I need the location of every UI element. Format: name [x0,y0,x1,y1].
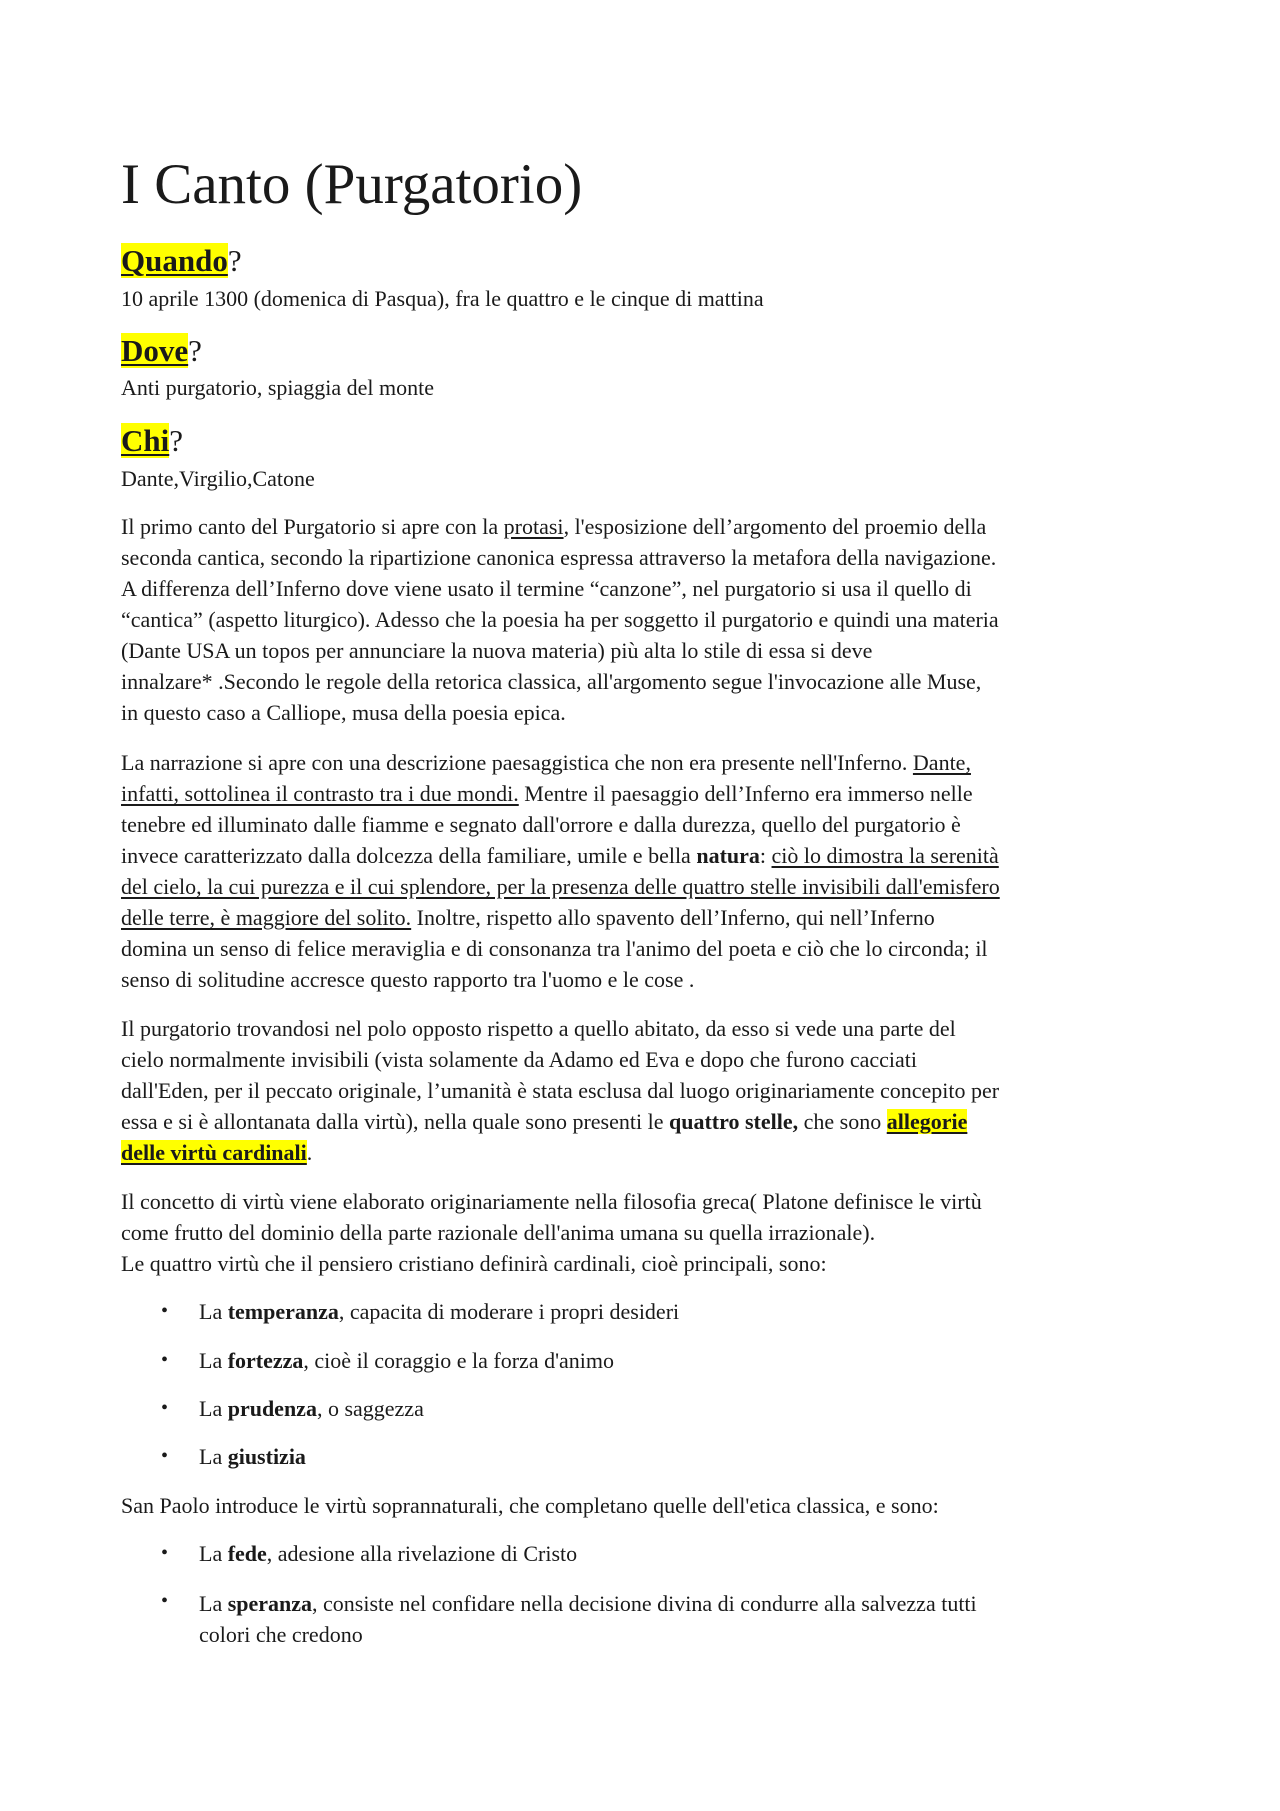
heading-chi-label: Chi [121,423,170,458]
quando-answer: 10 aprile 1300 (domenica di Pasqua), fra le quattro e le cinque di mattina [121,286,764,311]
virtue-term: giustizia [227,1444,306,1469]
text-run: La [199,1396,228,1421]
bullet-icon: • [161,1445,169,1467]
paragraph-line: A differenza dell’Inferno dove viene usato il termine “canzone”, nel purgatorio si usa il quello di [121,576,972,601]
paragraph-line: domina un senso di felice meraviglia e di consonanza tra l'animo del poeta e ciò che lo circonda; il [121,936,988,961]
underlined-run: delle terre, è maggiore del solito. [121,905,412,930]
text-run: La [199,1541,228,1566]
list-item-text [199,1538,577,1569]
text-run: che sono [798,1109,887,1134]
paragraph-line: senso di solitudine accresce questo rapporto tra l'uomo e le cose . [121,967,695,992]
text-run: invece caratterizzato dalla dolcezza della familiare, umile e bella [121,843,697,868]
paragraph-line [121,778,973,809]
paragraph-line [121,747,971,778]
heading-dove [121,331,202,371]
heading-dove-label: Dove [121,333,189,368]
document-title: I Canto (Purgatorio) [121,153,583,216]
text-run: : [759,843,772,868]
list-item-text [199,1588,977,1619]
virtue-term: prudenza [227,1396,317,1421]
bullet-icon: • [161,1590,169,1612]
text-run: La [199,1348,228,1373]
highlighted-run: delle virtù cardinali [121,1140,307,1165]
paragraph-line: (Dante USA un topos per annunciare la nuova materia) più alta lo stile di essa si deve [121,638,873,663]
text-run: , consiste nel confidare nella decisione divina di condurre alla salvezza tutti [312,1591,977,1616]
heading-dove-mark: ? [188,333,202,368]
text-run: Il primo canto del Purgatorio si apre con la [121,514,504,539]
text-run: Mentre il paesaggio dell’Inferno era immerso nelle [518,781,973,806]
underlined-run: Dante, [912,750,971,775]
text-run: , l'esposizione dell’argomento del proemio della [563,514,987,539]
paragraph-san-paolo: San Paolo introduce le virtù soprannaturali, che completano quelle dell'etica classica, e sono: [121,1493,939,1518]
bullet-icon: • [161,1397,169,1419]
text-run: La narrazione si apre con una descrizione paesaggistica che non era presente nell'Inferno. [121,750,913,775]
paragraph-line [121,902,935,933]
paragraph-line: come frutto del dominio della parte razionale dell'anima umana su quella irrazionale). [121,1220,876,1245]
bullet-icon: • [161,1349,169,1371]
text-run: . [306,1140,313,1165]
highlighted-run: allegorie [886,1109,968,1134]
paragraph-line: Il concetto di virtù viene elaborato originariamente nella filosofia greca( Platone definisce le virtù [121,1189,982,1214]
bullet-icon: • [161,1542,169,1564]
paragraph-line: cielo normalmente invisibili (vista solamente da Adamo ed Eva e dopo che furono cacciati [121,1047,918,1072]
paragraph-line [121,1137,312,1168]
virtue-term: fortezza [227,1348,304,1373]
virtue-term: temperanza [227,1299,339,1324]
list-item-text [199,1441,306,1472]
text-run: Inoltre, rispetto allo spavento dell’Inferno, qui nell’Inferno [411,905,935,930]
paragraph-line: dall'Eden, per il peccato originale, l’umanità è stata esclusa dal luogo originariamente concepito per [121,1078,1000,1103]
text-run: La [199,1444,228,1469]
dove-answer: Anti purgatorio, spiaggia del monte [121,375,435,400]
paragraph-line: innalzare* .Secondo le regole della retorica classica, all'argomento segue l'invocazione alle Muse, [121,669,982,694]
bullet-icon: • [161,1300,169,1322]
list-item-text [199,1393,424,1424]
protasi-term: protasi [503,514,564,539]
paragraph-line: “cantica” (aspetto liturgico). Adesso che la poesia ha per soggetto il purgatorio e quindi una materia [121,607,999,632]
paragraph-line [121,840,999,871]
text-run: , capacita di moderare i propri desideri [338,1299,680,1324]
chi-answer: Dante,Virgilio,Catone [121,466,315,491]
text-run: , adesione alla rivelazione di Cristo [266,1541,578,1566]
text-run: La [199,1591,228,1616]
paragraph-line: del cielo, la cui purezza e il cui splendore, per la presenza delle quattro stelle invisibili dall'emisfero [121,874,1000,899]
quattro-stelle-term: quattro stelle, [668,1109,799,1134]
virtue-term: speranza [227,1591,313,1616]
underlined-run: ciò lo dimostra la serenità [771,843,999,868]
paragraph-line: Il purgatorio trovandosi nel polo opposto rispetto a quello abitato, da esso si vede una parte del [121,1016,956,1041]
text-run: , o saggezza [316,1396,424,1421]
paragraph-line [121,511,986,542]
paragraph-line: in questo caso a Calliope, musa della poesia epica. [121,700,566,725]
natura-term: natura [696,843,760,868]
text-run: , cioè il coraggio e la forza d'animo [303,1348,615,1373]
heading-quando-label: Quando [121,243,228,278]
list-item-text [199,1296,679,1327]
paragraph-line: seconda cantica, secondo la ripartizione canonica espressa attraverso la metafora della navigazione. [121,545,997,570]
text-run: essa e si è allontanata dalla virtù), nella quale sono presenti le [121,1109,669,1134]
heading-quando-mark: ? [227,243,242,278]
paragraph-line: tenebre ed illuminato dalle fiamme e segnato dall'orrore e dalla durezza, quello del purgatorio è [121,812,961,837]
list-item-text-continued: colori che credono [199,1622,363,1647]
text-run: La [199,1299,228,1324]
heading-chi-mark: ? [169,423,184,458]
heading-chi [121,421,183,461]
underlined-run: infatti, sottolinea il contrasto tra i due mondi. [121,781,519,806]
heading-quando [121,241,242,281]
list-item-text [199,1345,614,1376]
paragraph-line [121,1106,967,1137]
virtue-term: fede [227,1541,267,1566]
paragraph-line: Le quattro virtù che il pensiero cristiano definirà cardinali, cioè principali, sono: [121,1251,827,1276]
